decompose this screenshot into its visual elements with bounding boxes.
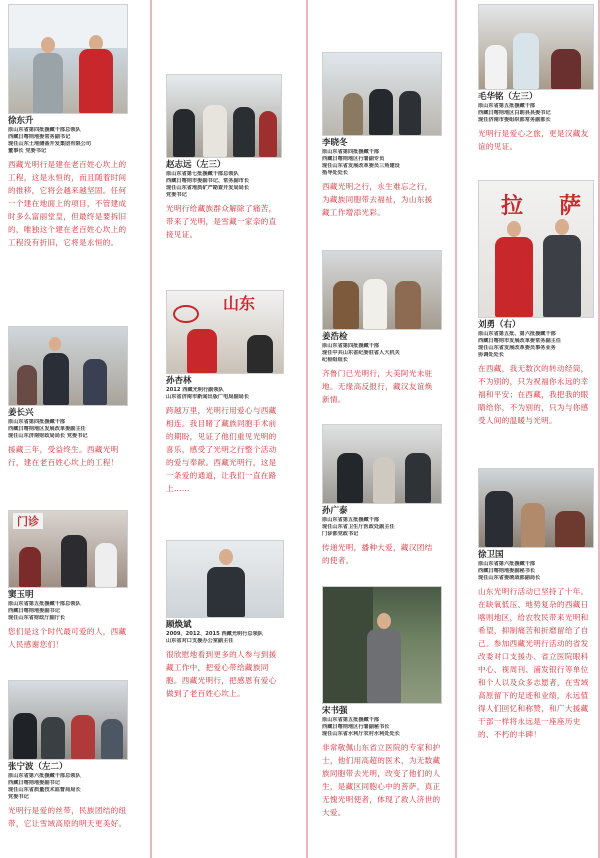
person-name: 毛华铭（左三）	[478, 92, 538, 102]
person-name: 徐卫国	[478, 550, 504, 560]
photo-person	[187, 329, 217, 373]
photo-person	[203, 105, 227, 157]
photo-person	[83, 359, 107, 405]
person-titles: 原山东省第六批援藏干部总领队 西藏日喀则地委副书记 现任山东省质量技术监督局局长 党委书记	[8, 773, 81, 800]
person-name: 赵志远（左三）	[166, 160, 226, 170]
photo-person	[369, 89, 393, 135]
photo-person	[13, 713, 37, 759]
photo	[322, 586, 442, 704]
person-titles: 原山东省第四批援藏干部 西藏日喀则地区发展改革委副主任 现任山东济南财政局局长 党委书记	[8, 419, 88, 439]
photo-person	[363, 279, 387, 329]
person-name: 姜浩检	[322, 332, 348, 342]
person-titles: 原山东省第四批援藏干部总领队 西藏日喀则地委常务副书记 现任山东土地储备开发集团有限公司 董事长 党委书记	[8, 127, 92, 154]
photo-banner: 山东	[223, 294, 256, 313]
person-name: 孙广泰	[322, 506, 348, 516]
photo-person-head	[377, 613, 391, 629]
photo-person	[17, 365, 37, 405]
person-titles: 原山东省第六批援藏干部 西藏日喀则地委副秘书长 现任山东省委统战部副局长	[478, 561, 541, 581]
photo-person	[207, 567, 245, 617]
person-titles: 原山东省第四批援藏干部 西藏日喀则地区行署副专员 现任山东省发展改革委员三角建设 指导处处长	[322, 149, 400, 176]
photo-banner: 拉	[501, 193, 524, 219]
photo-person	[71, 715, 95, 759]
photo-person-head	[507, 221, 521, 237]
photo-person	[101, 719, 123, 759]
profile-entry	[478, 4, 600, 153]
person-quote: 西藏光明之行，永生难忘之行，为藏族同胞带去福祉，为山东援藏工作增添光彩。	[322, 182, 433, 217]
photo-person	[551, 49, 581, 89]
photo-person-head	[555, 219, 569, 235]
person-titles: 原山东省第七批援藏干部总领队 西藏日喀则市委副书记、常务副市长 现任山东省地质矿产勘查开发局局长 党委书记	[166, 171, 250, 198]
profile-entry	[8, 510, 148, 651]
person-quote: 在西藏，我无数次的转动经筒，不为别的，只为祝福你永远的幸福和平安；在西藏，我把我的眼睛给你，不为别的，只为与你感受人间的温暖与光明。	[478, 364, 589, 425]
person-quote: 齐鲁门已光明行，大美阿光未驻地。无缘高反报行，藏汉友谊焕新情。	[322, 369, 433, 404]
person-name: 张宁波（左二）	[8, 762, 68, 772]
person-name: 姜长兴	[8, 408, 34, 418]
person-titles: 原山东省第五批、第六批援藏干部 西藏日喀则市发展改革委常务副主任 现任山东省发展改革委员事务业务 协调处处长	[478, 331, 562, 358]
photo	[8, 510, 128, 588]
photo-person	[513, 33, 539, 89]
photo-banner: 萨	[559, 193, 582, 219]
person-quote: 光明行给藏族群众解除了痛苦，带来了光明，是雪藏一家亲的直接见证。	[166, 204, 277, 239]
column-2	[166, 0, 308, 858]
photo	[166, 74, 282, 158]
photo	[166, 540, 284, 618]
photo-person	[233, 107, 255, 157]
person-quote: 西藏光明行是建在老百姓心坎上的工程，这是永恒的，而且随着时间的推移，它将会越来越坚固。任何一个建在地面上的项目，不管建成时多么富丽堂皇，但最终是要拆旧的，唯独这个建在老百姓心坎上的工程没有折旧，它将是永恒的。	[8, 160, 127, 247]
photo-person	[41, 717, 65, 759]
profile-entry	[8, 326, 148, 469]
photo-person	[173, 109, 195, 157]
person-quote: 援藏三年，受益终生。西藏光明行，建在老百姓心坎上的工程！	[8, 445, 119, 467]
photo-person	[61, 535, 87, 587]
column-rule	[150, 0, 152, 858]
profile-entry	[322, 424, 462, 567]
photo	[478, 4, 594, 90]
eye-logo	[173, 305, 199, 323]
photo-person	[485, 491, 513, 547]
photo-person	[399, 91, 421, 135]
photo-person	[521, 503, 545, 547]
person-titles: 原山东省第五批援藏干部 西藏日喀则地区行署副秘书长 现任山东省水利厅农村水利处处长	[322, 717, 400, 737]
person-titles: 原山东省第四批援藏干部 现任中共山东省纪委驻省人大机关 纪检组组长	[322, 343, 400, 363]
photo-person	[555, 511, 585, 547]
profile-entry	[478, 180, 600, 427]
photo-person	[367, 629, 401, 703]
photo-building	[9, 5, 127, 48]
person-quote: 光明行是爱的丝带，民族团结的纽带，它让雪域高原的明天更美好。	[8, 806, 127, 828]
profile-entry	[322, 52, 462, 219]
person-quote: 光明行是爱心之旅，更是汉藏友谊的见证。	[478, 129, 589, 151]
person-quote: 传递光明，播种大爱，藏汉团结的使者。	[322, 543, 433, 565]
person-name: 窦玉明	[8, 590, 34, 600]
profile-entry	[166, 540, 306, 700]
person-name: 李晓冬	[322, 138, 348, 148]
photo	[478, 468, 594, 548]
profile-entry	[166, 290, 306, 495]
photo-person	[337, 453, 363, 503]
profile-entry	[478, 468, 600, 741]
person-name: 徐东升	[8, 116, 34, 126]
photo-person	[333, 281, 359, 329]
person-titles: 2012 西藏光明行副领队 山东省济南市新闻出版广电局副局长	[166, 387, 250, 400]
photo	[322, 424, 442, 504]
column-4	[478, 0, 600, 858]
profile-entry	[322, 250, 462, 406]
photo-person	[343, 93, 363, 135]
person-quote: 跨越万里，光明行用爱心与西藏相连。我目睹了藏族同胞手术前的期盼，见证了他们重见光明的喜乐，感受了光明之行整个活动的爱与奉献。西藏光明行，这是一条爱的通道，让我们一直在路上……	[166, 406, 277, 493]
person-quote: 您们是这个时代最可爱的人，西藏人民感谢您们！	[8, 627, 127, 649]
person-titles: 原山东省第五批援藏干部 西藏日喀则地区白朗县县委书记 现任济南市委组织部常务副部长	[478, 103, 551, 123]
profile-entry	[8, 680, 148, 830]
photo-banner: 门诊	[13, 513, 43, 529]
photo-person	[485, 45, 507, 89]
profile-entry	[8, 4, 148, 249]
photo-person-head	[219, 549, 233, 565]
person-quote: 很欣慰地看到更多的人参与到援藏工作中，把爱心带给藏族同胞。西藏光明行，把感恩有爱心做到了老百姓心坎上。	[166, 650, 277, 698]
person-titles: 原山东省第五批援藏干部 现任山东省卫生厅医政处副主任 门诊部党政书记	[322, 517, 395, 537]
person-name: 宋书强	[322, 706, 348, 716]
person-name: 顾焕斌	[166, 620, 192, 630]
photo-person	[95, 543, 117, 587]
person-quote: 山东光明行活动已坚持了十年。在缺氧低压、地势复杂的西藏日喀则地区，给农牧民带来光明和希望，抑制痛苦和折磨留给了自己。参加西藏光明行活动的省发改委对口支援办、省立医院眼科中心、视周刊、浦发银行等单位和个人以及众多志愿者，在雪域高原留下的足迹和业绩，永远值得人们回忆和称赞，和广大援藏干部一样将永远是一座座历史的、不朽的丰碑！	[478, 587, 589, 739]
person-name: 孙杏林	[166, 376, 192, 386]
photo-person	[79, 49, 113, 113]
photo-person	[495, 237, 533, 317]
photo	[478, 180, 594, 318]
column-3	[322, 0, 464, 858]
photo-person	[395, 281, 421, 329]
column-1	[8, 0, 150, 858]
photo	[8, 326, 128, 406]
photo-person	[43, 353, 69, 405]
photo	[8, 680, 128, 760]
person-quote: 非常敬佩山东省立医院的专家和护士，他们用高超的医术，为无数藏族同胞带去光明，改变了他们的人生，是藏区同胞心中的菩萨，真正无愧光明使者，体现了救人济世的大爱。	[322, 743, 441, 817]
photo	[322, 52, 442, 136]
photo	[322, 250, 442, 330]
photo-person	[373, 457, 395, 503]
photo-mountain	[323, 587, 373, 703]
photo-person	[405, 453, 431, 503]
photo-person	[19, 547, 41, 587]
profile-entry	[166, 74, 306, 241]
photo-person	[33, 53, 63, 113]
photo-person	[543, 235, 581, 317]
person-name: 刘勇（右）	[478, 320, 521, 330]
photo-person-head	[41, 37, 55, 53]
profile-entry	[322, 586, 462, 819]
photo	[166, 290, 284, 374]
person-titles: 原山东省第五批援藏干部总领队 西藏日喀则地委副书记 现任山东省财政厅副厅长	[8, 601, 81, 621]
photo	[8, 4, 128, 114]
photo-person	[259, 111, 277, 157]
photo-person	[247, 335, 273, 373]
person-titles: 2009、2012、2015 西藏光明行总领队 山东省对口支援办公室副主任	[166, 631, 263, 644]
photo-person-head	[49, 337, 61, 351]
